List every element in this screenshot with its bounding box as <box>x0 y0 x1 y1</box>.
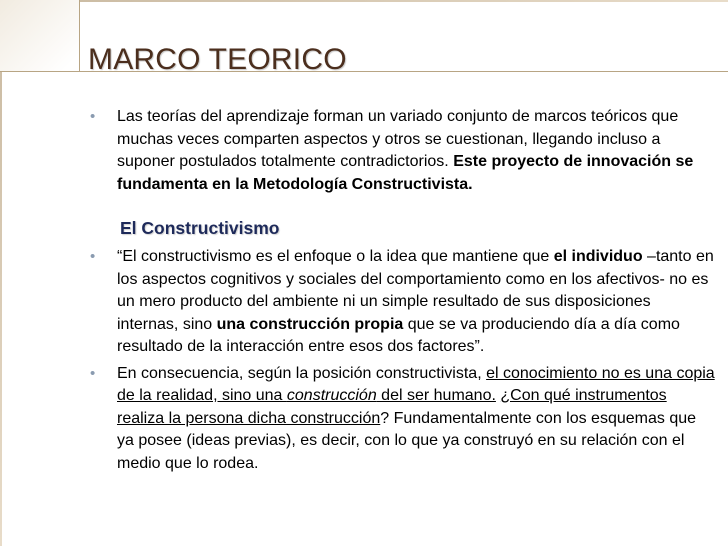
underline-italic: construcción <box>286 387 377 404</box>
underline-text-1: el conocimiento no es una copia de la realidad, sino una <box>117 364 715 404</box>
underline-text-2: del ser humano. <box>376 387 496 404</box>
bullet-teorias-text: Las teorías del aprendizaje forman un variado conjunto de marcos teóricos que muchas veces comparten aspectos y otros se cuestionan, llegando incluso a suponer postulados totalmente contradictorios. <box>117 108 679 170</box>
bullet-constructivismo-text-3: que se va produciendo día a día como resultado de la interacción entre esos dos factores”. <box>117 315 680 355</box>
bullet-consecuencia <box>90 363 716 476</box>
spacer <box>90 196 716 216</box>
bullet-constructivismo-bold-2: una construcción propia <box>216 315 404 333</box>
bullet-constructivismo <box>90 246 716 359</box>
bullet-dot-icon: • <box>90 248 96 265</box>
frame-left-line <box>0 0 2 546</box>
bullet-consecuencia-question: ¿Con qué instrumentos realiza la persona dicha construcción <box>117 387 667 427</box>
slide-title: MARCO TEORICO <box>88 43 347 76</box>
bullet-teorias-bold: Este proyecto de innovación se fundamenta en la Metodología Constructivista. <box>117 153 694 193</box>
bullet-dot-icon: • <box>90 364 96 382</box>
bullet-dot-icon: • <box>90 108 96 125</box>
slide-body <box>90 106 716 475</box>
bullet-constructivismo-text-2: –tanto en los aspectos cognitivos y sociales del comportamiento como en los afectivos- no es un mero producto del ambiente ni un simple resultado de sus disposiciones internas, sino <box>117 248 714 333</box>
frame-top-line <box>0 0 728 2</box>
corner-decoration <box>0 0 80 72</box>
bullet-constructivismo-text-1: “El constructivismo es el enfoque o la idea que mantiene que <box>117 248 554 265</box>
bullet-teorias <box>90 106 716 196</box>
bullet-constructivismo-bold-1: el individuo <box>553 248 643 265</box>
subheading-constructivismo: El Constructivismo <box>120 218 280 238</box>
bullet-consecuencia-text-2: ? Fundamentalmente con los esquemas que ya posee (ideas previas), es decir, con lo que ya construyó en su relación con el medio que lo rodea. <box>117 409 697 472</box>
bullet-consecuencia-text-1: En consecuencia, según la posición constructivista, <box>117 364 487 382</box>
